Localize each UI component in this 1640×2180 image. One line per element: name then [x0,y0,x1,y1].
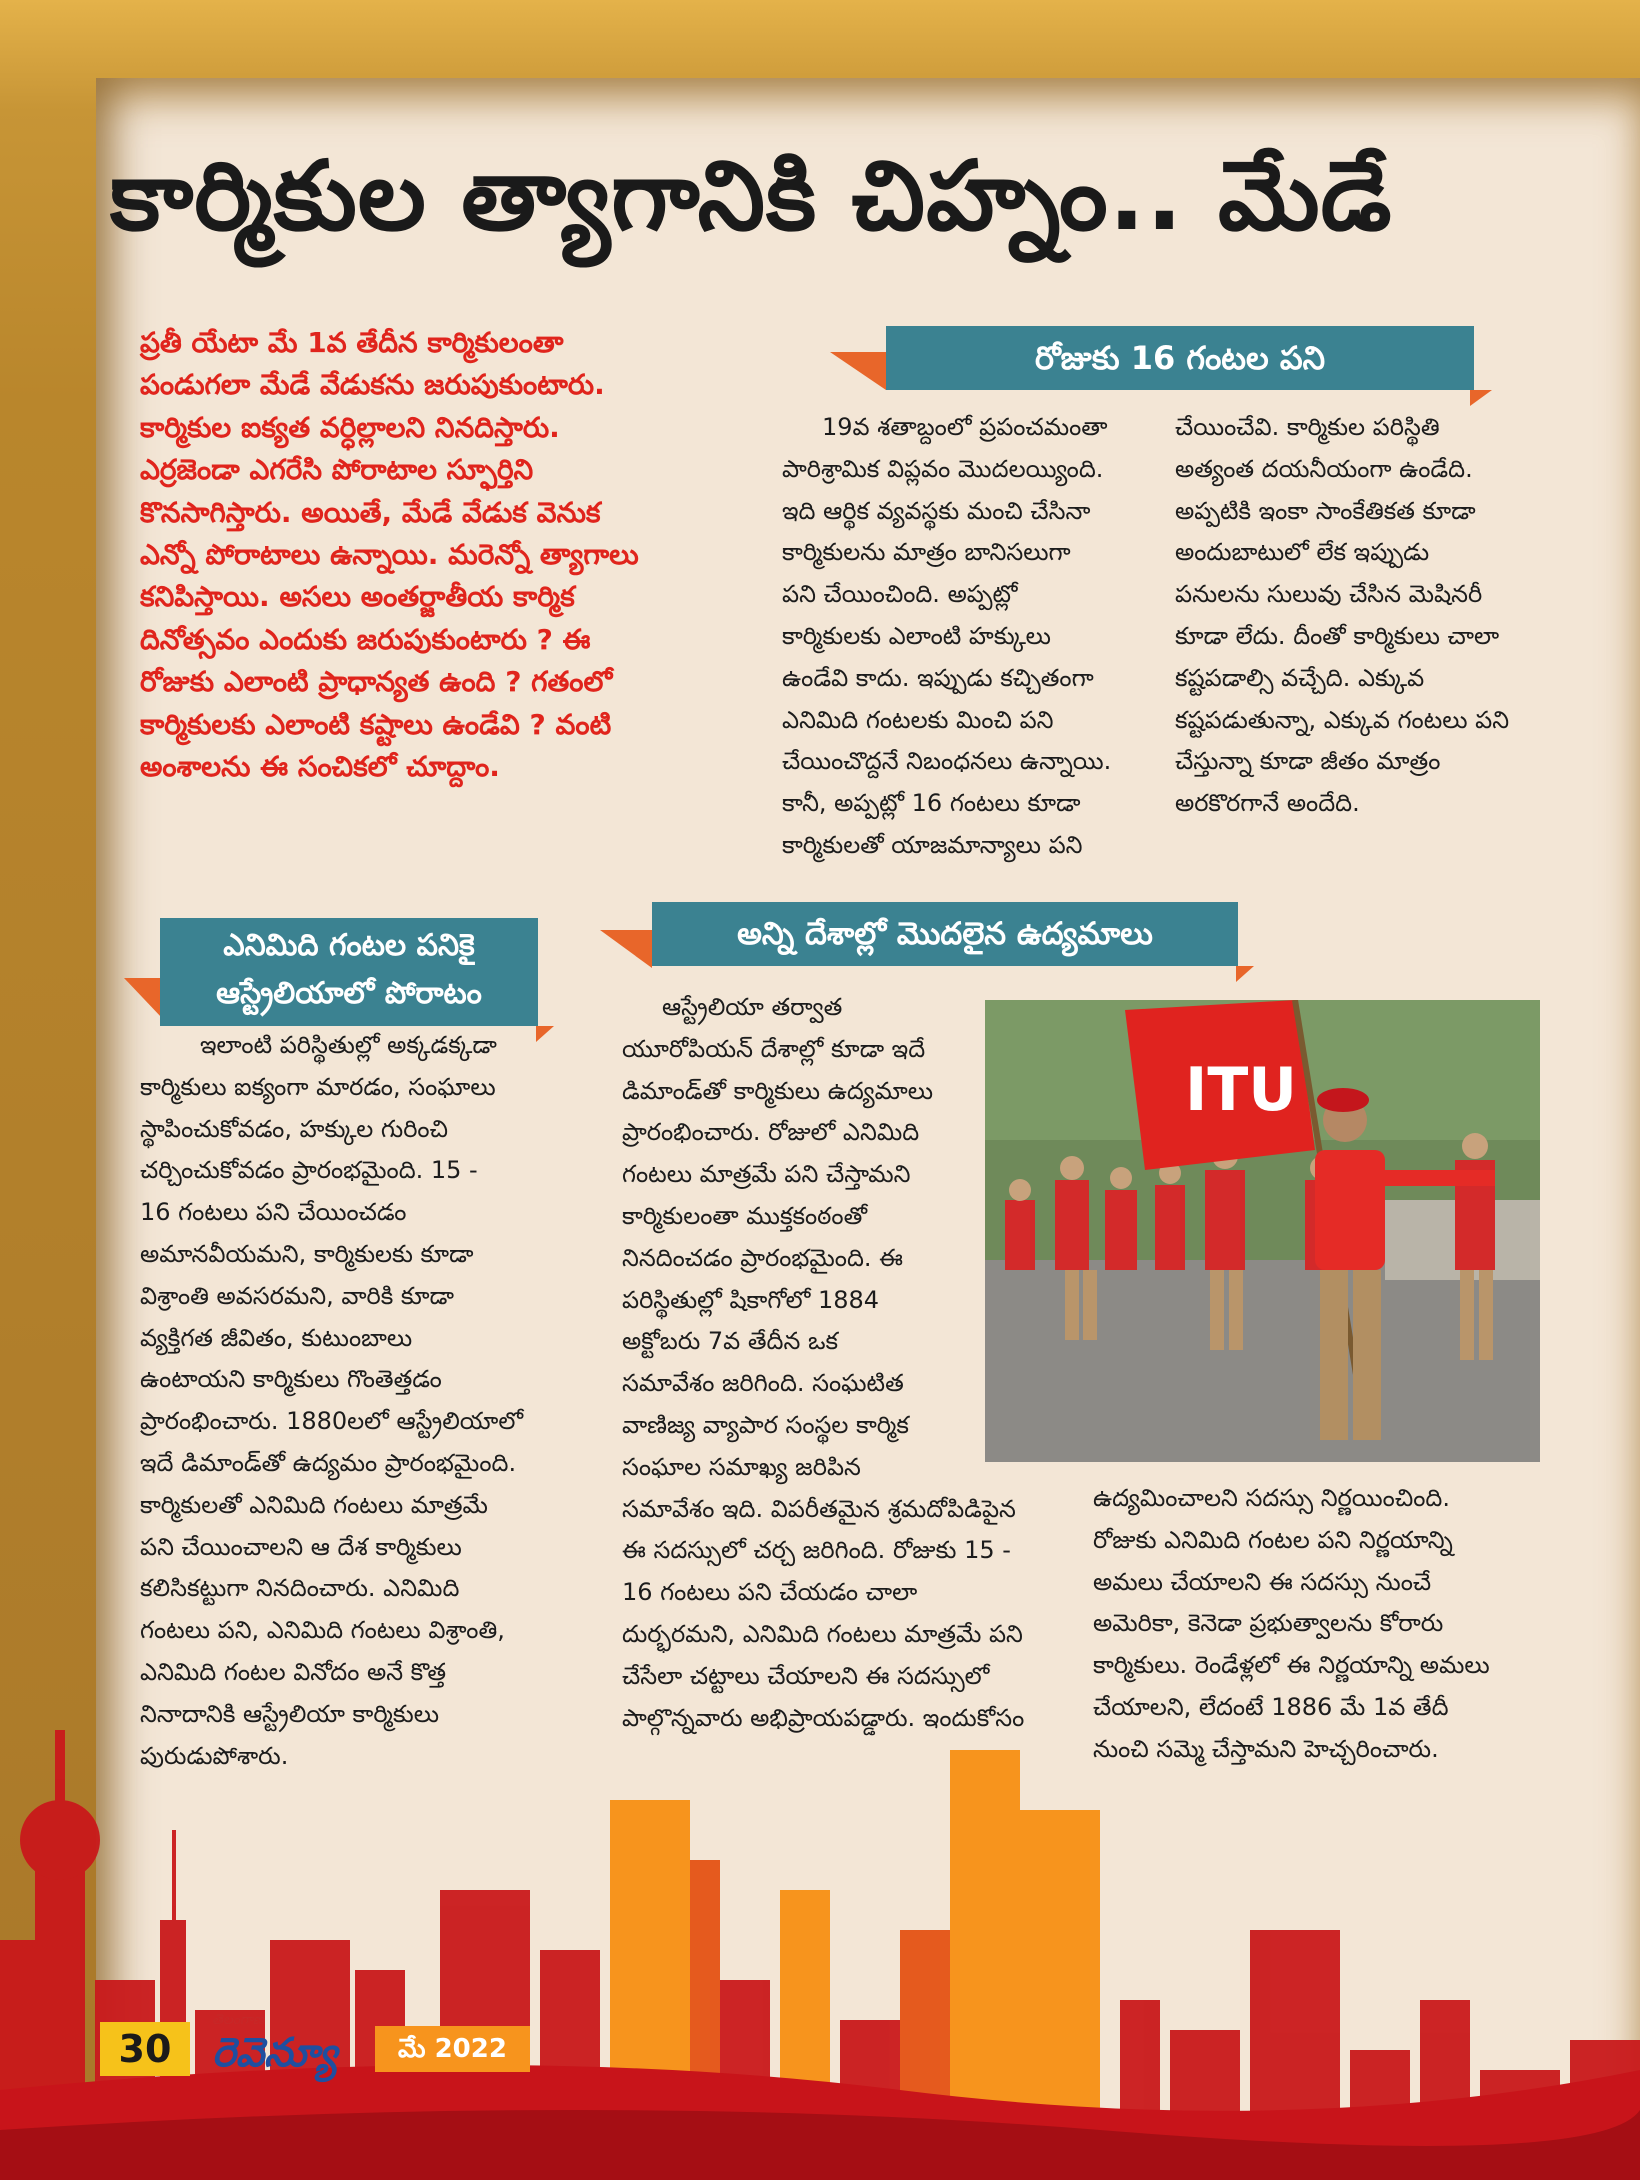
text-line: కార్మికులను మాత్రం బానిసలుగా [782,538,1071,567]
text-line: 19వ శతాబ్దంలో ప్రపంచమంతా [822,413,1108,441]
text-line: కార్మికులకు ఎలాంటి హక్కులు [782,621,1051,650]
section-heading-australia [160,918,538,1026]
text-line: చేసేలా చట్టాలు చేయాలని ఈ సదస్సులో [622,1661,990,1690]
text-line: సమావేశం ఇది. విపరీతమైన శ్రమదోపిడిపైన [622,1494,1016,1523]
text-line: ఆస్ట్రేలియా తర్వాత [662,993,843,1021]
page-number: 30 [100,2022,190,2076]
flag-text: ITU [1185,1055,1297,1125]
intro-line: పండుగలా మేడే వేడుకను జరుపుకుంటారు. [140,368,605,402]
intro-line: ప్రతీ యేటా మే 1వ తేదీన కార్మికులంతా [140,326,564,359]
text-line: ప్రారంభించారు. రోజులో ఎనిమిది [622,1118,920,1147]
text-line: ఇలాంటి పరిస్థితుల్లో అక్కడక్కడా [200,1031,497,1059]
text-line: కష్టపడాల్సి వచ్చేది. ఎక్కువ [1175,663,1425,692]
text-line: విశ్రాంతి అవసరమని, వారికి కూడా [140,1281,454,1310]
text-line: నుంచి సమ్మె చేస్తామని హెచ్చరించారు. [1093,1734,1439,1763]
section-heading-text: రోజుకు 16 గంటల పని [1034,339,1326,377]
text-line: కార్మికులతో యాజమాన్యాలు పని [782,830,1083,859]
text-line: కార్మికులు ఐక్యంగా మారడం, సంఘాలు [140,1072,496,1101]
section1-column1 [782,407,1157,867]
text-line: ఉంటాయని కార్మికులు గొంతెత్తడం [140,1365,442,1394]
magazine-name: రెవెన్యూ [212,2030,338,2076]
text-line: అమెరికా, కెనెడా ప్రభుత్వాలను కోరారు [1093,1609,1444,1638]
section-heading-all-countries [652,902,1238,966]
text-line: గంటలు మాత్రమే పని చేస్తామని [622,1160,911,1189]
text-line: కష్టపడుతున్నా, ఎక్కువ గంటలు పని [1175,705,1510,734]
text-line: కార్మికులు. రెండేళ్లలో ఈ నిర్ణయాన్ని అమలు [1093,1651,1490,1680]
text-line: చేయాలని, లేదంటే 1886 మే 1వ తేదీ [1093,1692,1449,1721]
section-heading-text: ఆస్ట్రేలియాలో పోరాటం [216,976,482,1011]
section2-column [140,1025,580,1777]
text-line: వాణిజ్య వ్యాపార సంస్థల కార్మిక [622,1410,909,1439]
section-heading-text: అన్ని దేశాల్లో మొదలైన ఉద్యమాలు [737,916,1153,952]
text-line: అరకొరగానే అందేది. [1175,789,1360,818]
text-line: చర్చించుకోవడం ప్రారంభమైంది. 15 - [140,1156,478,1185]
banner-fold [600,930,652,968]
text-line: ఎనిమిది గంటలకు మించి పని [782,705,1054,734]
text-line: ఇదే డిమాండ్‌తో ఉద్యమం ప్రారంభమైంది. [140,1448,517,1477]
text-line: పని చేయించాలని ఆ దేశ కార్మికులు [140,1532,462,1561]
intro-line: కార్మికుల ఐక్యత వర్ధిల్లాలని నినదిస్తారు. [140,410,560,444]
text-line: రోజుకు ఎనిమిది గంటల పని నిర్ణయాన్ని [1093,1525,1453,1554]
text-line: 16 గంటలు పని చేయించడం [140,1198,407,1227]
text-line: ఉద్యమించాలని సదస్సు నిర్ణయించింది. [1093,1484,1450,1512]
text-line: డిమాండ్‌తో కార్మికులు ఉద్యమాలు [622,1076,934,1105]
intro-line: దినోత్సవం ఎందుకు జరుపుకుంటారు ? ఈ [140,622,591,656]
rally-illustration [985,1000,1540,1462]
text-line: నినాదానికి ఆస్ట్రేలియా కార్మికులు [140,1699,440,1728]
intro-line: కార్మికులకు ఎలాంటి కష్టాలు ఉండేవి ? వంటి [140,707,612,741]
text-line: సంఘాల సమాఖ్య జరిపిన [622,1452,861,1481]
banner-fold [124,978,162,1018]
text-line: పురుడుపోశారు. [140,1741,289,1770]
text-line: ఎనిమిది గంటల వినోదం అనే కొత్త [140,1657,447,1686]
text-line: అమానవీయమని, కార్మికులకు కూడా [140,1239,474,1268]
intro-line: ఎర్రజెండా ఎగరేసి పోరాటాల స్ఫూర్తిని [140,453,534,487]
text-line: చేస్తున్నా కూడా జీతం మాత్రం [1175,747,1441,776]
text-line: కానీ, అప్పట్లో 16 గంటలు కూడా [782,789,1081,818]
text-line: చేయించొద్దనే నిబంధనలు ఉన్నాయి. [782,747,1112,776]
city-skyline-decoration [0,1690,1640,2180]
text-line: కార్మికులతో ఎనిమిది గంటలు మాత్రమే [140,1490,488,1519]
text-line: పరిస్థితుల్లో షికాగోలో 1884 [622,1285,880,1314]
text-line: గంటలు పని, ఎనిమిది గంటలు విశ్రాంతి, [140,1616,505,1645]
text-line: చేయించేవి. కార్మికుల పరిస్థితి [1175,413,1440,441]
text-line: అక్టోబరు 7వ తేదీన ఒక [622,1327,839,1356]
text-line: ఉండేవి కాదు. ఇప్పుడు కచ్చితంగా [782,663,1094,692]
text-line: నినదించడం ప్రారంభమైంది. ఈ [622,1243,904,1272]
text-line: పని చేయించింది. అప్పట్లో [782,580,1018,609]
text-line: అమలు చేయాలని ఈ సదస్సు నుంచే [1093,1567,1432,1596]
text-line: అందుబాటులో లేక ఇప్పుడు [1175,538,1430,567]
text-line: దుర్భరమని, ఎనిమిది గంటలు మాత్రమే పని [622,1619,1023,1648]
section-heading-text: ఎనిమిది గంటల పనికై [223,928,475,963]
text-line: పాల్గొన్నవారు అభిప్రాయపడ్డారు. ఇందుకోసం [622,1703,1025,1732]
text-line: సమావేశం జరిగింది. సంఘటిత [622,1369,904,1398]
section1-column2 [1175,407,1545,825]
banner-tail [1236,966,1254,982]
rally-photo [985,1000,1540,1462]
text-line: ప్రారంభించారు. 1880లలో ఆస్ట్రేలియాలో [140,1407,524,1436]
intro-line: కొనసాగిస్తారు. అయితే, మేడే వేడుక వెనుక [140,495,601,529]
intro-paragraph [140,322,700,788]
text-line: యూరోపియన్ దేశాల్లో కూడా ఇదే [622,1034,926,1063]
magazine-tagline: తెలంగాణ [212,2012,265,2028]
text-line: అప్పటికి ఇంకా సాంకేతికత కూడా [1175,496,1476,525]
intro-line: రోజుకు ఎలాంటి ప్రాధాన్యత ఉంది ? గతంలో [140,665,613,699]
banner-fold [830,352,886,390]
text-line: కార్మికులంతా ముక్తకంఠంతో [622,1201,867,1230]
intro-line: అంశాలను ఈ సంచికలో చూద్దాం. [140,750,500,784]
issue-date: మే 2022 [375,2026,530,2072]
article-title: కార్మికుల త్యాగానికి చిహ్నం.. మేడే [110,140,1393,252]
intro-line: కనిపిస్తాయి. అసలు అంతర్జాతీయ కార్మిక [140,580,575,614]
banner-tail [1470,390,1492,406]
intro-line: ఎన్నో పోరాటాలు ఉన్నాయి. మరెన్నో త్యాగాలు [140,538,639,572]
text-line: పారిశ్రామిక విప్లవం మొదలయ్యింది. [782,454,1104,483]
text-line: కలిసికట్టుగా నినదించారు. ఎనిమిది [140,1574,460,1603]
text-line: కూడా లేదు. దీంతో కార్మికులు చాలా [1175,621,1500,650]
section-heading-16-hours [886,326,1474,390]
text-line: అత్యంత దయనీయంగా ఉండేది. [1175,454,1473,483]
text-line: ఈ సదస్సులో చర్చ జరిగింది. రోజుకు 15 - [622,1536,1011,1565]
text-line: స్థాపించుకోవడం, హక్కుల గురించి [140,1114,448,1143]
text-line: ఇది ఆర్థిక వ్యవస్థకు మంచి చేసినా [782,496,1091,525]
text-line: వ్యక్తిగత జీవితం, కుటుంబాలు [140,1323,413,1352]
text-line: 16 గంటలు పని చేయడం చాలా [622,1578,918,1607]
text-line: పనులను సులువు చేసిన మెషినరీ [1175,580,1483,609]
